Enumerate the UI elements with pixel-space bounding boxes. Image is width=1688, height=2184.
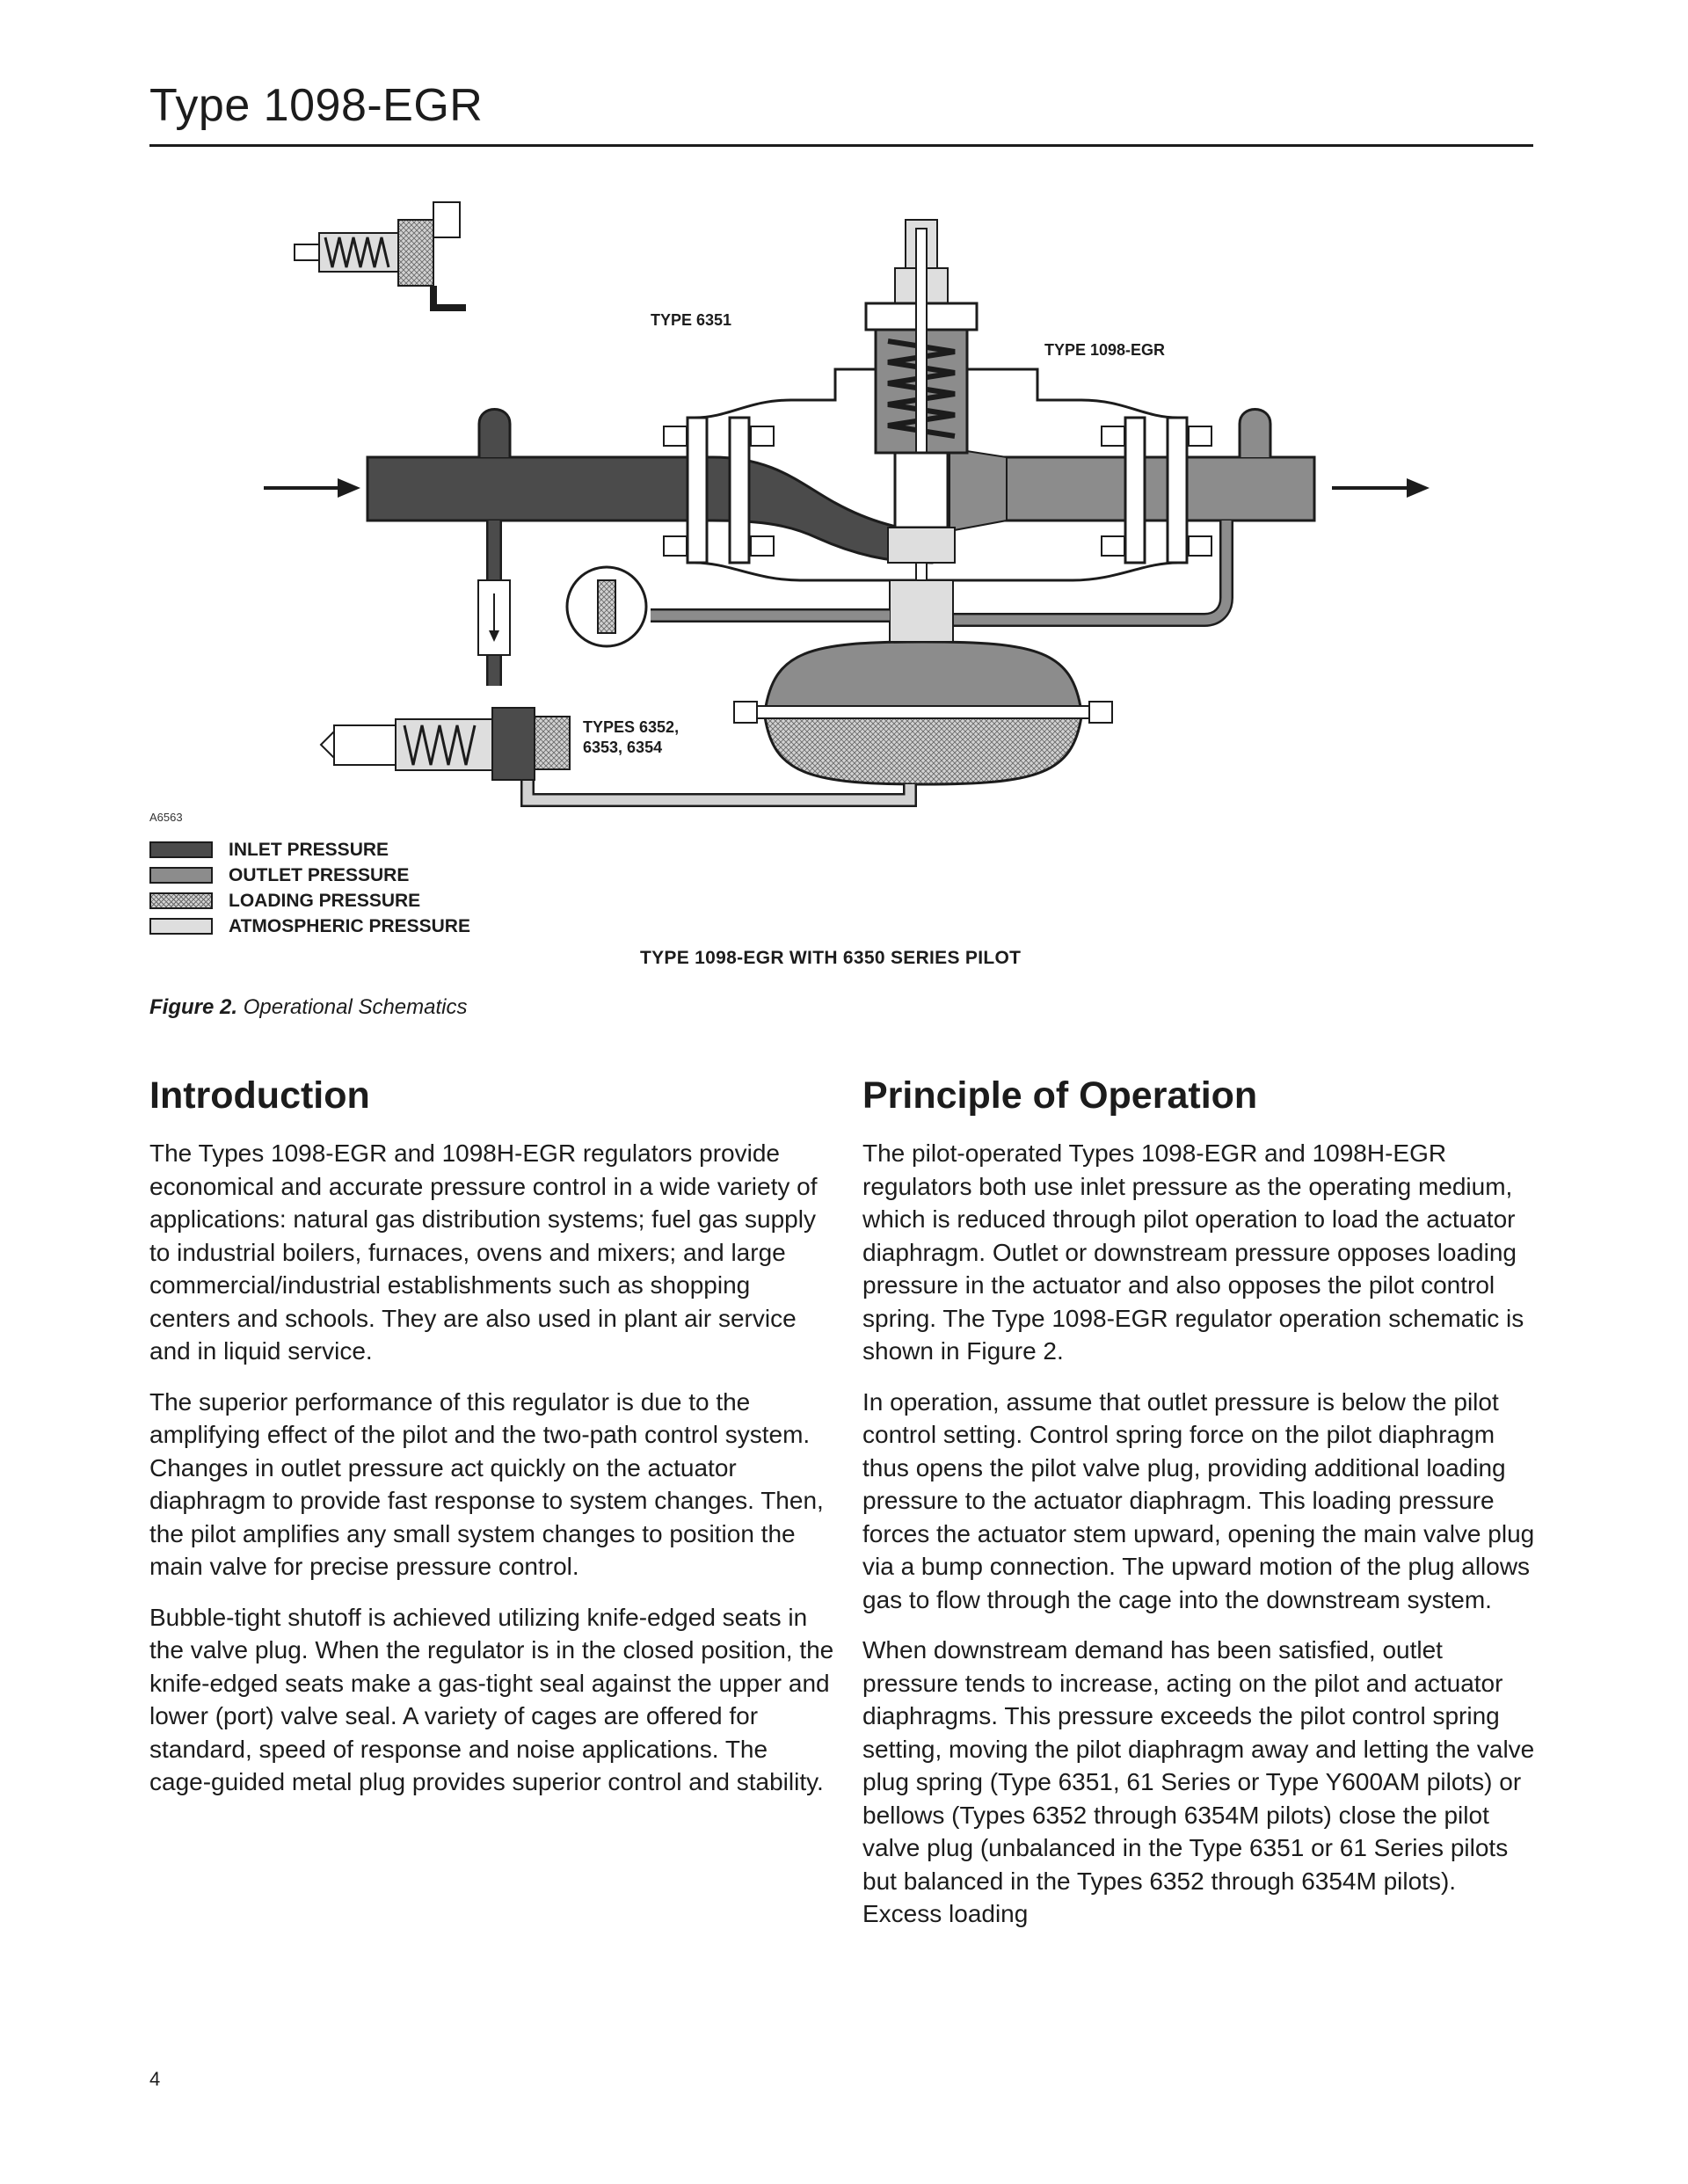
pilot-6351 xyxy=(295,202,466,308)
page-number: 4 xyxy=(149,2068,161,2090)
section-heading: Introduction xyxy=(149,1074,370,1117)
paragraph: In operation, assume that outlet pressure is below the pilot control setting. Control spring force on the pilot diaphragm thus opens the pilot valve plug, providing additional loading pressure to the actuator diaphragm. This loading pressure forces the actuator stem upward, opening the main valve plug via a bump connection. The upward motion of the plug allows gas to flow through the cage into the downstream system. xyxy=(862,1387,1535,1613)
figure-id-code: A6563 xyxy=(149,811,183,824)
figure-caption xyxy=(149,995,468,1020)
legend-label: OUTLET PRESSURE xyxy=(229,864,410,885)
outlet-arrow xyxy=(1332,478,1430,498)
diagram-caption: TYPE 1098-EGR WITH 6350 SERIES PILOT xyxy=(640,948,1022,968)
legend-swatch-inlet xyxy=(149,841,213,858)
introduction-section xyxy=(149,1074,835,1816)
valve-plug xyxy=(888,453,955,563)
legend-item xyxy=(149,914,470,939)
paragraph: The Types 1098-EGR and 1098H-EGR regulators provide economical and accurate pressure control in a wide variety of applications: natural gas distribution systems; fuel gas supply to industrial boilers, furnaces, ovens and mixers; and large commercial/industrial establishments such as shopping centers and schools. They are also used in plant air service and in liquid service. xyxy=(149,1139,818,1365)
paragraph: When downstream demand has been satisfied, outlet pressure tends to increase, acting on the pilot and actuator diaphragms. This pressure exceeds the pilot control spring setting, moving the pilot diaphragm away and letting the valve plug spring (Type 6351, 61 Series or Type Y600AM pilots) or bellows (Types 6352 through 6354M pilots) close the pilot valve plug (unbalanced in the Type 6351 or 61 Series pilots but balanced in the Types 6352 through 6354M pilots). Excess loading xyxy=(862,1636,1535,1927)
paragraph: The pilot-operated Types 1098-EGR and 1098H-EGR regulators both use inlet pressure as the operating medium, which is reduced through pilot operation to load the actuator diaphragm. Outlet or downstream pressure opposes loading pressure in the actuator and also opposes the pilot control spring. The Type 1098-EGR regulator operation schematic is shown in Figure 2. xyxy=(862,1139,1524,1365)
legend-label: INLET PRESSURE xyxy=(229,839,389,860)
title-rule xyxy=(149,144,1533,147)
outlet-tap-loop xyxy=(1240,410,1270,458)
figure-caption-text: Operational Schematics xyxy=(237,995,468,1019)
inlet-tap-loop xyxy=(479,410,510,458)
label-type-1098: TYPE 1098-EGR xyxy=(1044,341,1166,359)
label-types-635x-line2: 6353, 6354 xyxy=(583,739,663,756)
principle-section xyxy=(862,1074,1539,1948)
inlet-arrow xyxy=(264,478,360,498)
section-heading: Principle of Operation xyxy=(862,1074,1258,1117)
label-types-635x-line1: TYPES 6352, xyxy=(583,718,680,736)
restrictor xyxy=(567,567,646,646)
paragraph: Bubble-tight shutoff is achieved utilizing knife-edged seats in the valve plug. When the regulator is in the closed position, the knife-edged seats make a gas-tight seal against the upper and lower (port) valve seal. A variety of cages are offered for standard, speed of response and noise applications. The cage-guided metal plug provides superior control and stability. xyxy=(149,1603,834,1795)
legend-label: ATMOSPHERIC PRESSURE xyxy=(229,915,470,936)
pressure-legend xyxy=(149,837,470,939)
pilot-6352 xyxy=(321,708,570,780)
supply-filter xyxy=(478,580,510,655)
legend-item xyxy=(149,888,470,914)
label-type-6351: TYPE 6351 xyxy=(651,311,732,329)
figure-number: Figure 2. xyxy=(149,995,238,1019)
paragraph: The superior performance of this regulator is due to the amplifying effect of the pilot and the two-path control system. Changes in outlet pressure act quickly on the actuator diaphragm to provide fast response to system changes. Then, the pilot amplifies any small system changes to position the main valve for precise pressure control. xyxy=(149,1387,824,1580)
legend-item xyxy=(149,863,470,888)
legend-swatch-outlet xyxy=(149,867,213,884)
legend-swatch-loading xyxy=(149,892,213,909)
legend-item xyxy=(149,837,470,863)
legend-swatch-atmospheric xyxy=(149,918,213,935)
legend-label: LOADING PRESSURE xyxy=(229,890,421,911)
regulator-schematic xyxy=(237,193,1451,862)
page-title: Type 1098-EGR xyxy=(149,80,484,131)
inlet-pipe xyxy=(367,457,932,563)
